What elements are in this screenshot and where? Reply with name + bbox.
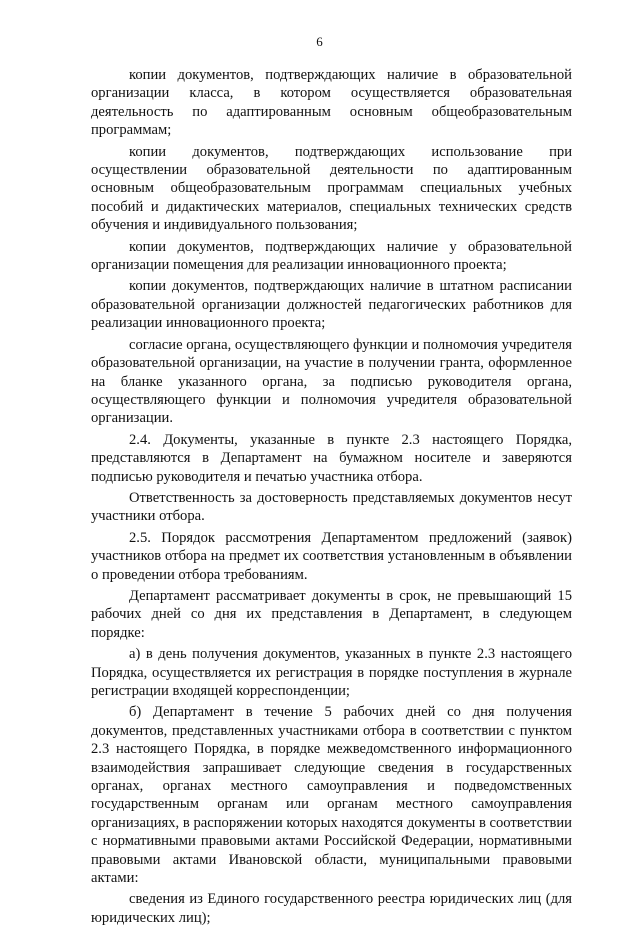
paragraph-section-2-4: 2.4. Документы, указанные в пункте 2.3 настоящего Порядка, представляются в Департамент на бумажном носителе и заверяются подписью руководителя и печатью участника отбора. xyxy=(91,431,572,485)
paragraph-item-a: а) в день получения документов, указанных в пункте 2.3 настоящего Порядка, осуществляется их регистрация в порядке поступления в журнале регистрации входящей корреспонденции; xyxy=(91,646,572,699)
paragraph-copies-staff: копии документов, подтверждающих наличие в штатном расписании образовательной организации должностей педагогических работников для реализации инновационного проекта; xyxy=(91,278,572,332)
paragraph-responsibility: Ответственность за достоверность представляемых документов несут участники отбора. xyxy=(91,489,572,525)
paragraph-item-b: б) Департамент в течение 5 рабочих дней со дня получения документов, представленных участниками отбора в соответствии с пунктом 2.3 настоящего Порядка, в порядке межведомственного информационного взаимодействия запрашивает следующие сведения в государственных органах, органах местного самоуправления и подведомственных государственным органам или органам местного самоуправления организациях, в распоряжении которых находятся документы в соответствии с нормативными правовыми актами Российской Федерации, нормативными правовыми актами Ивановской области, муниципальными правовыми актами: xyxy=(91,704,572,887)
paragraph-founder-consent: согласие органа, осуществляющего функции и полномочия учредителя образовательной организации, на участие в получении гранта, оформленное на бланке указанного органа, за подписью руководителя органа, осуществляющего функции и полномочия учредителя образовательной организации. xyxy=(91,336,572,427)
paragraph-section-2-5: 2.5. Порядок рассмотрения Департаментом предложений (заявок) участников отбора на предмет их соответствия установленным в объявлении о проведении отбора требованиям. xyxy=(91,529,572,583)
paragraph-review-term: Департамент рассматривает документы в срок, не превышающий 15 рабочих дней со дня их представления в Департамент, в следующем порядке: xyxy=(91,587,572,641)
paragraph-egrul: сведения из Единого государственного реестра юридических лиц (для юридических лиц); xyxy=(91,891,572,926)
page-number: 6 xyxy=(316,34,323,49)
paragraph-copies-premises: копии документов, подтверждающих наличие у образовательной организации помещения для реализации инновационного проекта; xyxy=(91,238,572,274)
paragraph-copies-class: копии документов, подтверждающих наличие в образовательной организации класса, в котором осуществляется образовательная деятельность по адаптированным основным общеобразовательным программам; xyxy=(91,67,572,139)
document-body xyxy=(91,66,572,930)
paragraph-copies-materials: копии документов, подтверждающих использование при осуществлении образовательной деятельности по адаптированным основным общеобразовательным программам специальных учебных пособий и дидактических материалов, специальных технических средств обучения и индивидуального пользования; xyxy=(91,143,572,234)
